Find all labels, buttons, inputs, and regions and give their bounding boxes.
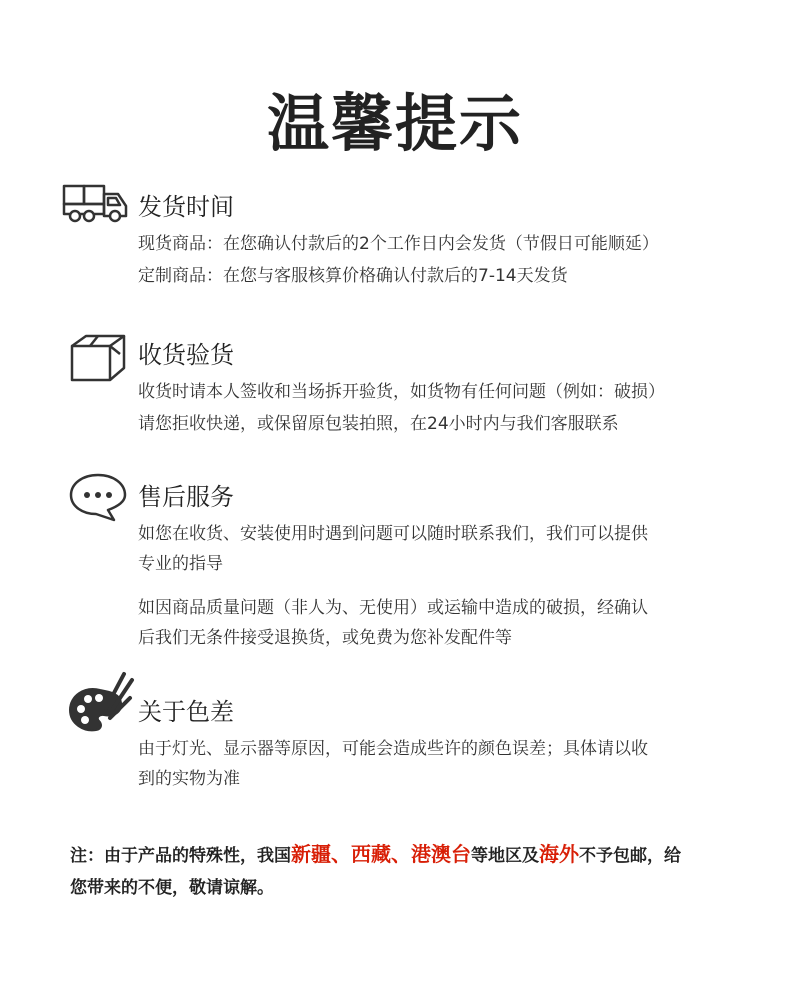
note-region-hk-macao-taiwan: 港澳台 (411, 842, 471, 866)
section-heading: 收货验货 (138, 341, 234, 369)
note-mid: 等地区及 (471, 846, 539, 866)
section-line: 到的实物为准 (138, 769, 240, 789)
section-heading: 关于色差 (138, 698, 234, 726)
section-line: 定制商品：在您与客服核算价格确认付款后的7-14天发货 (138, 266, 568, 286)
shipping-note (70, 838, 730, 904)
palette-icon (66, 668, 136, 738)
section-heading: 售后服务 (138, 483, 234, 511)
note-region-overseas: 海外 (539, 842, 579, 866)
note-line-1 (70, 838, 730, 872)
note-separator: 、 (331, 842, 351, 866)
section-line: 如您在收货、安装使用时遇到问题可以随时联系我们，我们可以提供 (138, 524, 648, 544)
section-heading: 发货时间 (138, 193, 234, 221)
chat-bubble-icon (68, 472, 128, 522)
box-icon (68, 332, 128, 384)
page-title: 温馨提示 (266, 87, 523, 160)
section-line: 现货商品：在您确认付款后的2个工作日内会发货（节假日可能顺延） (138, 234, 659, 254)
note-region-xizang: 西藏 (351, 842, 391, 866)
color-difference-section (0, 682, 790, 792)
section-line: 如因商品质量问题（非人为、无使用）或运输中造成的破损，经确认 (138, 598, 648, 618)
note-suffix: 不予包邮，给 (579, 846, 681, 866)
section-line: 请您拒收快递，或保留原包装拍照，在24小时内与我们客服联系 (138, 414, 619, 434)
section-line: 后我们无条件接受退换货，或免费为您补发配件等 (138, 628, 512, 648)
section-line: 由于灯光、显示器等原因，可能会造成些许的颜色误差；具体请以收 (138, 739, 648, 759)
note-line-2: 您带来的不便，敬请谅解。 (70, 878, 274, 898)
note-separator: 、 (391, 842, 411, 866)
section-line: 专业的指导 (138, 554, 223, 574)
receiving-inspection-section (0, 328, 790, 438)
truck-icon (62, 180, 130, 226)
section-line: 收货时请本人签收和当场拆开验货，如货物有任何问题（例如：破损） (138, 382, 665, 402)
shipping-time-section (0, 180, 790, 290)
note-prefix: 注：由于产品的特殊性，我国 (70, 846, 291, 866)
note-region-xinjiang: 新疆 (291, 842, 331, 866)
after-sales-section (0, 470, 790, 650)
